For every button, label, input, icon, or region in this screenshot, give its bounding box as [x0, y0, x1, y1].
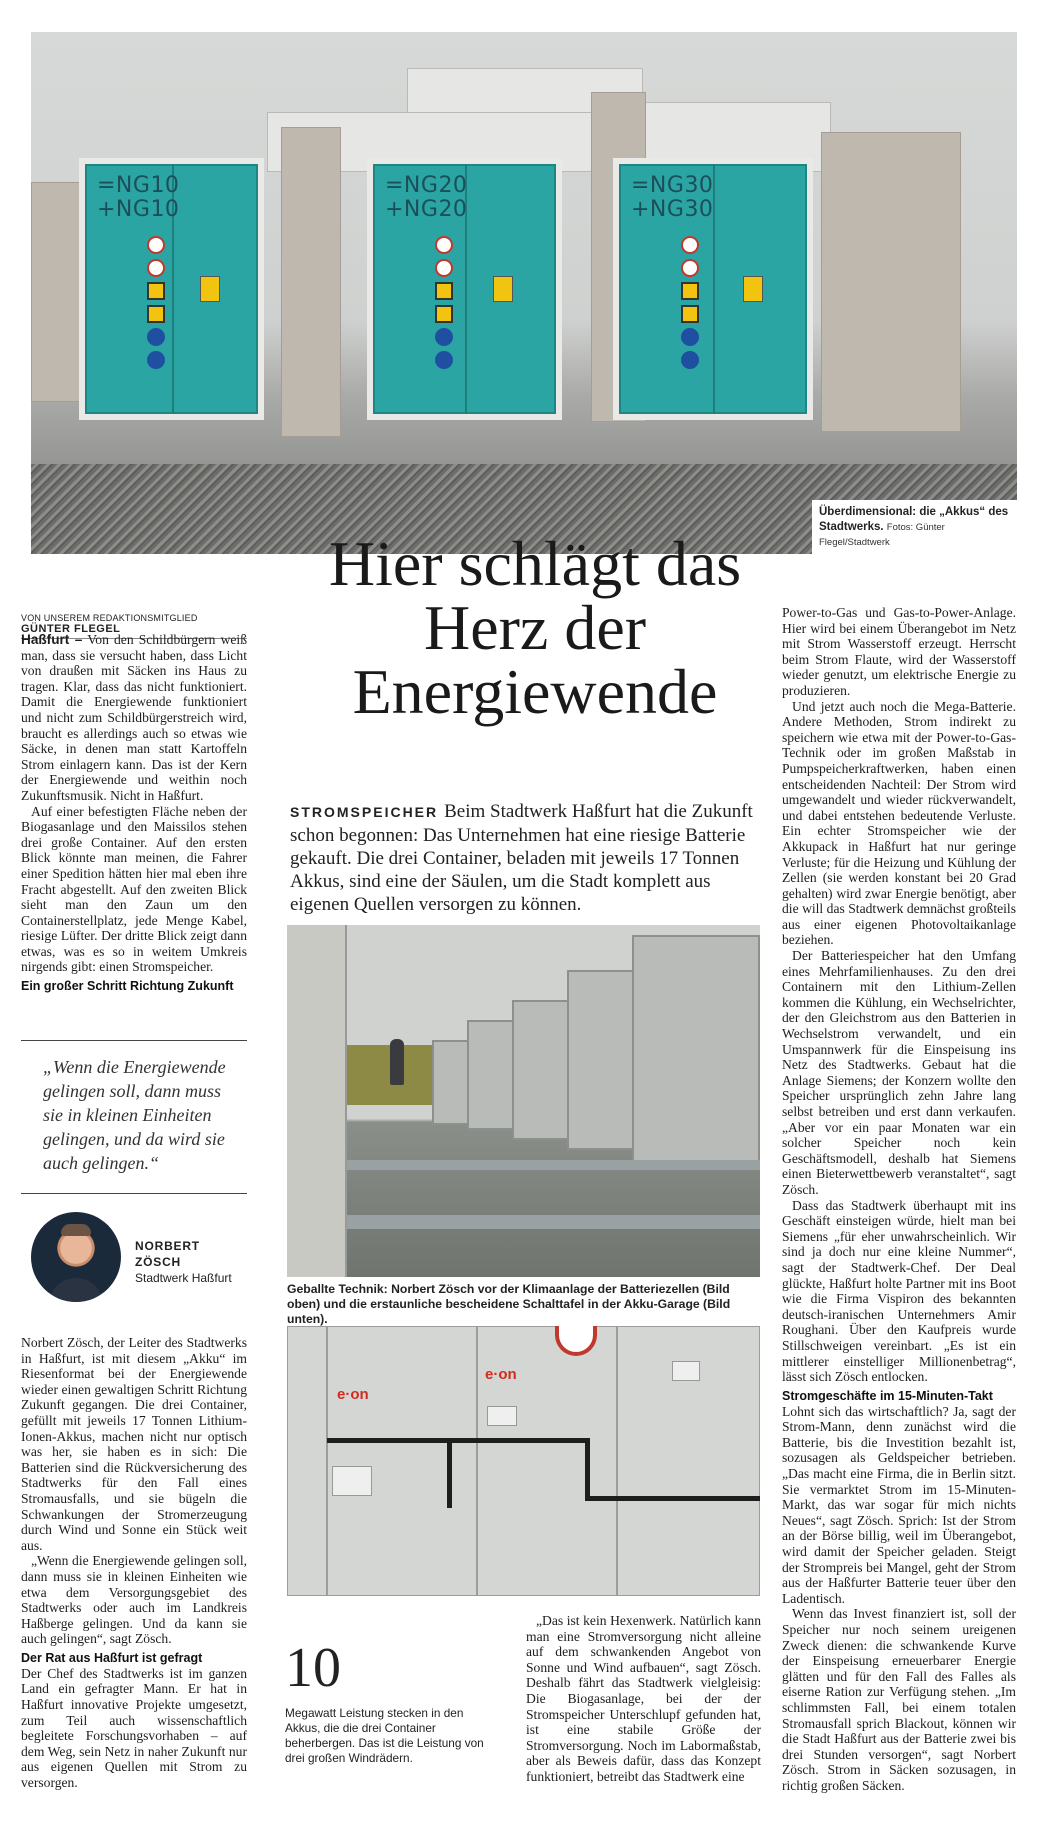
kicker: STROMSPEICHER: [290, 804, 439, 820]
ac-unit: [632, 935, 760, 1170]
concrete-wall: [281, 127, 341, 437]
paragraph: „Wenn die Energiewende gelingen soll, dann muss sie in kleinen Einheiten wie etwa dem Versorgungsgebiet des Stadtwerks oder auch im Landkreis Haßberge gelingen. Und da kann sie auch gelingen“, sagt Zösch.: [21, 1553, 247, 1647]
container-unit-2: [367, 158, 562, 420]
paragraph: Der Chef des Stadtwerks ist im ganzen Land ein gefragter Mann. Er hat in Haßfurt innovative Projekte umgesetzt, zum Teil auch wissenschaftlich begleitete Forschungsvorhaben – auf dem Weg, sein Netz in naher Zukunft nur aus eigenen Quellen mit Strom zu versorgen.: [21, 1665, 247, 1791]
warning-signs: [147, 236, 169, 374]
column-1-top: [21, 632, 247, 994]
paragraph: Norbert Zösch, der Leiter des Stadtwerks in Haßfurt, ist mit diesem „Akku“ im Riesenformat bei der Energiewende wieder einen gewaltigen Schritt Richtung Zukunft gegangen. Die drei Container, gefüllt mit jeweils 17 Tonnen Lithium-Ionen-Akkus, machen nicht nur optisch was her, sie haben es in sich: Die Batterien sind die Rückversicherung des Stadtwerks für den Fall eines Stromausfalls, und sie bügeln die Schwankungen der Stromerzeugung durch Wind und Sonne ein Stück weit aus.: [21, 1335, 247, 1553]
avatar: [31, 1212, 121, 1302]
container-code-1: =NG10 +NG10: [97, 173, 180, 222]
byline-author: GÜNTER FLEGEL: [21, 623, 121, 635]
quote-name: NORBERT ZÖSCH: [135, 1239, 200, 1269]
warning-label: [493, 276, 513, 302]
warning-label: [743, 276, 763, 302]
warning-signs: [435, 236, 457, 374]
container-code-3: =NG30 +NG30: [631, 173, 714, 222]
hero-caption: [812, 500, 1017, 554]
hero-caption-text: Überdimensional: die „Akkus“ des Stadtwerks.: [819, 506, 1009, 533]
paragraph: Und jetzt auch noch die Mega-Batterie. Andere Methoden, Strom indirekt zu speichern wie etwa mit der Power-to-Gas-Technik oder im großen Maßstab in Pumpspeicherkraftwerken, haben einen entscheidenden Nachteil: Der Strom wird umgewandelt und wieder rückverwandelt, und dabei entstehen bedeutende Verluste. Ein echter Stromspeicher wie der Akkupack in Haßfurt hat nur geringe Verluste; für die Heizung und Kühlung der Zellen (sie werden konstant bei 20 Grad gehalten) wird zwar Energie benötigt, aber die will das Stadtwerk demnächst großteils aus einer eigenen Photovoltaikanlage beziehen.: [782, 698, 1016, 948]
paragraph: Auf einer befestigten Fläche neben der Biogasanlage und den Maissilos stehen drei große Container. Auf den ersten Blick könnte man meinen, die Fahrer einer Spedition hätten hier mal eben ihre Fracht abgestellt. Auf den zweiten Blick sieht man den Zaun um den Containerstellplatz, jede Menge Kabel, riesige Lüfter. Der dritte Blick zeigt dann etwas, was es so in weitem Umkreis nirgends gibt: einen Stromspeicher.: [21, 803, 247, 975]
brand-logo: e·on: [337, 1386, 369, 1403]
byline-prefix: VON UNSEREM REDAKTIONSMITGLIED: [21, 613, 198, 623]
fact-box: [285, 1637, 495, 1766]
headline: Hier schlägt das Herz der Energiewende: [328, 528, 742, 727]
paragraph: Lohnt sich das wirtschaftlich? Ja, sagt der Strom-Mann, denn zunächst wird die Batterie, bis die Investition bezahlt ist, sozusagen als Geldspeicher betrieben. „Das macht eine Firma, die in Berlin sitzt. Sie vermarktet Strom im 15-Minuten-Markt, das war sogar für mich nichts Neues“, sagt Zösch. Sprich: Ist der Strom an der Börse billig, weil im Überangebot, wird damit der Speicher geladen. Steigt der Strompreis bei Mangel, geht der Strom aus der Haßfurter Batterie teuer über den Ladentisch.: [782, 1403, 1016, 1606]
column-2-bottom: [526, 1613, 761, 1785]
quote-attribution: [21, 1208, 247, 1308]
lead-paragraph: [290, 800, 760, 916]
column-1-bottom: [21, 1335, 247, 1791]
paragraph: Haßfurt – Von den Schildbürgern weiß man, dass sie versucht haben, dass Licht von draußen mit Säcken ins Haus zu tragen. Klar, dass das nicht funktioniert. Damit die Energiewende funktioniert und nicht zum Schildbürgerstreich wird, braucht es allerdings auch so etwas wie Säcke, in denen man statt Kartoffeln Strom einlagern kann. Das ist der Kern der Energiewende und weithin noch Zukunftsmusik. Nicht in Haßfurt.: [21, 632, 247, 803]
concrete-wall: [821, 132, 961, 432]
concrete-wall: [31, 182, 86, 402]
warning-signs: [681, 236, 703, 374]
photo-switchboard: [287, 1326, 760, 1596]
warning-label: [200, 276, 220, 302]
paragraph: Power-to-Gas und Gas-to-Power-Anlage. Hier wird bei einem Überangebot im Netz mit Strom Wasserstoff erzeugt. Herrscht beim Strom Flaute, wird der Wasserstoff wieder genutzt, um elektrische Energie zu produzieren.: [782, 605, 1016, 698]
subhead: Stromgeschäfte im 15-Minuten-Takt: [782, 1388, 993, 1403]
pull-quote: „Wenn die Energiewende gelingen soll, dann muss sie in kleinen Einheiten gelingen, und da wird sie auch gelingen.“: [21, 1040, 247, 1194]
container-code-2: =NG20 +NG20: [385, 173, 468, 222]
fact-number: 10: [285, 1637, 341, 1699]
subhead: Der Rat aus Haßfurt ist gefragt: [21, 1650, 203, 1665]
photo-credit: Fotos: Günter Flegel/Stadtwerk: [819, 522, 945, 548]
brand-logo: e·on: [485, 1366, 517, 1383]
column-3: [782, 605, 1016, 1794]
container-unit-1: [79, 158, 264, 420]
container-unit-3: [613, 158, 813, 420]
quote-role: Stadtwerk Haßfurt: [135, 1271, 232, 1285]
photo-caption: Geballte Technik: Norbert Zösch vor der Klimaanlage der Batteriezellen (Bild oben) und die erstaunliche bescheidene Schalttafel in der Akku-Garage (Bild unten).: [287, 1282, 731, 1326]
subhead: Ein großer Schritt Richtung Zukunft: [21, 979, 234, 994]
hero-photo: [31, 32, 1017, 554]
person: [390, 1039, 404, 1085]
dateline: Haßfurt –: [21, 632, 83, 647]
paragraph: Dass das Stadtwerk überhaupt mit ins Geschäft einsteigen würde, hielt man bei Siemens „für eher unwahrscheinlich. Wir sind ja doch nur eine kleine Nummer“, sagt der Stadtwerk-Chef. Der Deal glückte, Haßfurt holte Partner mit ins Boot wie die Firma Vispiron des bekannten deutsch-iranischen Unternehmers Amir Roughani. Über den Kaufpreis wurde Stillschweigen vereinbart. „Es ist ein mittlerer einstelliger Millionenbetrag“, lässt sich Zösch entlocken.: [782, 1197, 1016, 1385]
paragraph: Der Batteriespeicher hat den Umfang eines Mehrfamilienhauses. Zu den drei Containern mit den Lithium-Zellen kommen die Kühlung, ein Wechselrichter, der den Gleichstrom aus den Batterien in Wechselstrom verwandelt, und ein Umspannwerk für die Einspeisung ins Netz des Stadtwerks. Gebaut hat die Anlage Siemens; der Konzern wollte den Speicher ursprünglich zehn Jahre lang selbst betreiben und erst dann verkaufen. „Aber vor ein paar Monaten war ein solcher Speicher noch kein Geschäftsmodell, deshalb hat Siemens einen Bieterwettbewerb veranstaltet“, sagt Zösch.: [782, 948, 1016, 1197]
paragraph: „Das ist kein Hexenwerk. Natürlich kann man eine Stromversorgung nicht alleine auf dem schwankenden Angebot von Sonne und Wind aufbauen“, sagt Zösch. Deshalb fährt das Stadtwerk vielgleisig: Die Biogasanlage, bei der der Stromspeicher Unterschlupf gefunden hat, ist eine stabile Größe der Stromversorgung. Noch im Labormaßstab, aber als Beweis dafür, dass das Konzept funktioniert, betreibt das Stadtwerk eine: [526, 1613, 761, 1784]
lead-text: Beim Stadtwerk Haßfurt hat die Zukunft schon begonnen: Das Unternehmen hat eine riesige Batterie gekauft. Die drei Container, beladen mit jeweils 17 Tonnen Akkus, sind eine der Säulen, um die Stadt komplett aus eigenen Quellen versorgen zu können.: [290, 801, 753, 915]
fact-text: Megawatt Leistung stecken in den Akkus, die die drei Container beherbergen. Das ist die Leistung von drei großen Windrädern.: [285, 1706, 484, 1765]
photo-ac-units: [287, 925, 760, 1277]
paragraph: Wenn das Invest finanziert ist, soll der Speicher nur noch seinem ureigenen Zweck dienen: die schwankende Kurve der Einspeisung erneuerbarer Energie glätten und für den Fall des Falles als eiserne Ration zur Verfügung stehen. „Im schlimmsten Fall, bei einem totalen Stromausfall sprich Blackout, können wir die Stadt Haßfurt aus der Batterie zwei bis drei Stunden versorgen“, sagt Norbert Zösch. Strom in Säcken sozusagen, in richtig großen Säcken.: [782, 1606, 1016, 1793]
